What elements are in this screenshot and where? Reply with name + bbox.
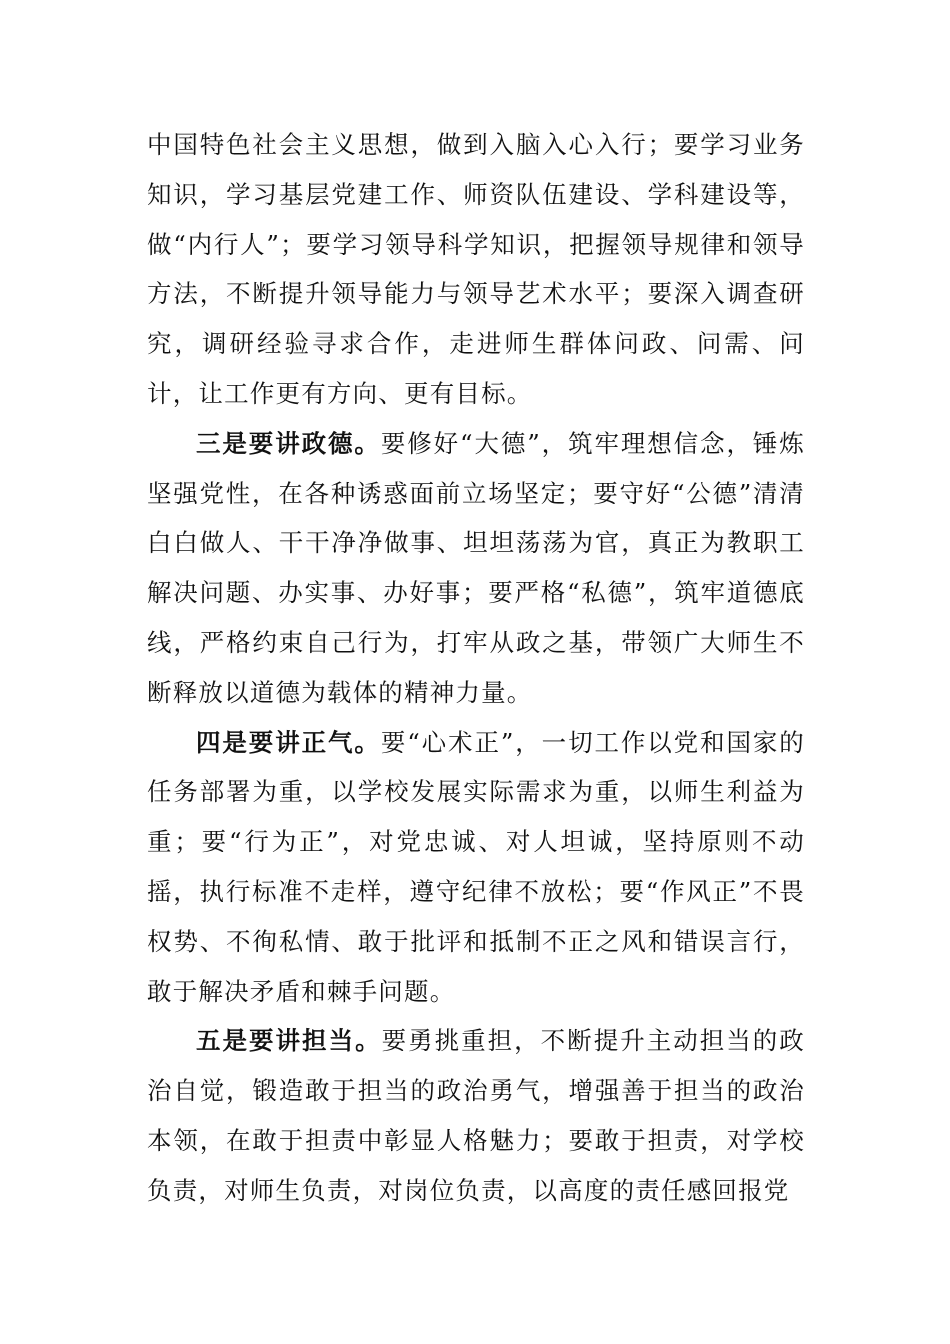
paragraph-text: 要勇挑重担，不断提升主动担当的政治自觉，锻造敢于担当的政治勇气，增强善于担当的政治本领，在敢于担责中彰显人格魅力；要敢于担责，对学校负责，对师生负责，对岗位负责，以高度的责任感回报党 [147,1026,805,1205]
paragraph-political-ethics [147,419,805,718]
paragraph-responsibility [147,1016,805,1215]
paragraph-lead: 五是要讲担当。 [196,1026,382,1056]
paragraph-text: 要“心术正”，一切工作以党和国家的任务部署为重，以学校发展实际需求为重，以师生利益为重；要“行为正”，对党忠诚、对人坦诚，坚持原则不动摇，执行标准不走样，遵守纪律不放松；要“作风正”不畏权势、不徇私情、敢于批评和抵制不正之风和错误言行，敢于解决矛盾和棘手问题。 [147,727,805,1006]
paragraph-integrity [147,718,805,1017]
paragraph-text: 要修好“大德”，筑牢理想信念，锤炼坚强党性，在各种诱惑面前立场坚定；要守好“公德”清清白白做人、干干净净做事、坦坦荡荡为官，真正为教职工解决问题、办实事、办好事；要严格“私德”，筑牢道德底线，严格约束自己行为，打牢从政之基，带领广大师生不断释放以道德为载体的精神力量。 [147,428,805,707]
paragraph-lead: 四是要讲正气。 [196,727,381,757]
paragraph-lead: 三是要讲政德。 [196,428,381,458]
paragraph-text: 中国特色社会主义思想，做到入脑入心入行；要学习业务知识，学习基层党建工作、师资队伍建设、学科建设等，做“内行人”；要学习领导科学知识，把握领导规律和领导方法，不断提升领导能力与领导艺术水平；要深入调查研究，调研经验寻求合作，走进师生群体问政、问需、问计，让工作更有方向、更有目标。 [147,130,805,408]
body-text [147,120,805,1216]
paragraph-continued [147,120,805,419]
